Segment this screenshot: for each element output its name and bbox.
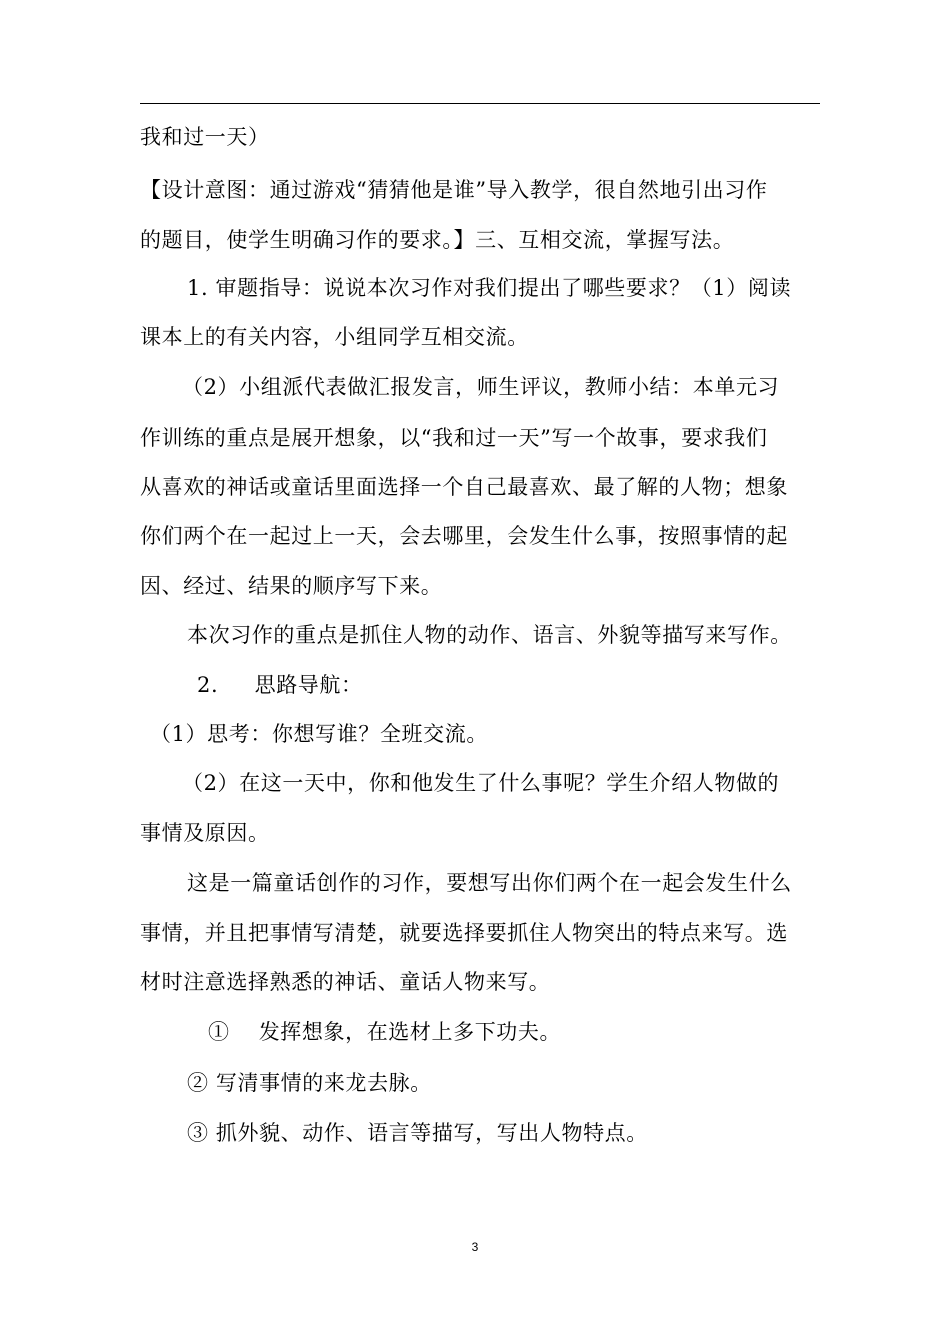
text-line-4: 1. 审题指导：说说本次习作对我们提出了哪些要求？（1）阅读 — [187, 276, 792, 300]
page-number: 3 — [471, 1240, 479, 1254]
text-line-10: 因、经过、结果的顺序写下来。 — [140, 574, 443, 598]
text-line-15: 事情及原因。 — [140, 821, 270, 845]
text-line-21: ③ 抓外貌、动作、语言等描写，写出人物特点。 — [187, 1121, 648, 1145]
text-line-2: 【设计意图：通过游戏“猜猜他是谁”导入教学，很自然地引出习作 — [140, 178, 768, 202]
text-line-16: 这是一篇童话创作的习作，要想写出你们两个在一起会发生什么 — [187, 871, 792, 895]
text-line-20: ② 写清事情的来龙去脉。 — [187, 1071, 432, 1095]
text-line-9: 你们两个在一起过上一天，会去哪里，会发生什么事，按照事情的起 — [140, 524, 788, 548]
text-line-5: 课本上的有关内容，小组同学互相交流。 — [140, 325, 529, 349]
header-rule — [140, 103, 820, 104]
text-line-18: 材时注意选择熟悉的神话、童话人物来写。 — [140, 970, 551, 994]
text-line-8: 从喜欢的神话或童话里面选择一个自己最喜欢、最了解的人物；想象 — [140, 475, 788, 499]
text-line-3: 的题目，使学生明确习作的要求。】三、互相交流，掌握写法。 — [140, 228, 735, 252]
text-line-1: 我和过一天） — [140, 125, 270, 149]
text-line-19: ① 发挥想象，在选材上多下功夫。 — [208, 1020, 562, 1044]
text-line-6: （2）小组派代表做汇报发言，师生评议，教师小结：本单元习 — [182, 375, 780, 399]
text-line-12: 2. 思路导航： — [197, 673, 363, 697]
text-line-14: （2）在这一天中，你和他发生了什么事呢？学生介绍人物做的 — [182, 771, 780, 795]
text-line-7: 作训练的重点是展开想象，以“我和过一天”写一个故事，要求我们 — [140, 426, 768, 450]
text-line-11: 本次习作的重点是抓住人物的动作、语言、外貌等描写来写作。 — [187, 623, 792, 647]
text-line-13: （1）思考：你想写谁？全班交流。 — [150, 722, 488, 746]
text-line-17: 事情，并且把事情写清楚，就要选择要抓住人物突出的特点来写。选 — [140, 921, 788, 945]
